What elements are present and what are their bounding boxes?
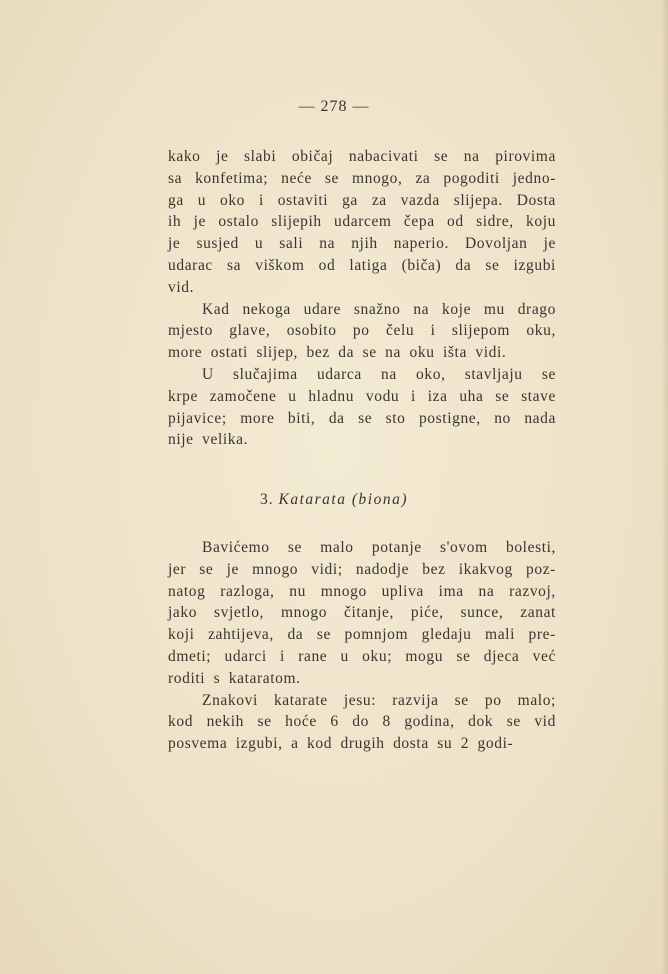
text-line: roditi s kataratom. <box>168 669 301 687</box>
text-line: Kad nekoga udare snažno na koje mu drago <box>202 300 556 318</box>
text-line: Znakovi katarate jesu: razvija se po malo; <box>202 691 556 709</box>
text-line: more ostati slijep, bez da se na oku išta vidi. <box>168 344 507 362</box>
text-line: U slučajima udarca na oko, stavljaju se <box>202 365 556 383</box>
text-line: udarac sa viškom od latiga (biča) da se izgubi <box>168 256 556 274</box>
text-line: posvema izgubi, a kod drugih dosta su 2 godi- <box>168 735 514 753</box>
section-number: 3. <box>260 491 274 508</box>
text-line: dmeti; udarci i rane u oku; mogu se djeca već <box>168 647 556 665</box>
section-heading <box>0 491 668 509</box>
text-line: kod nekih se hoće 6 do 8 godina, dok se vid <box>168 713 556 731</box>
text-line: kako je slabi običaj nabacivati se na pirovima <box>168 148 556 165</box>
text-line: ih je ostalo slijepih udarcem čepa od sidre, koju <box>168 213 556 231</box>
paragraph <box>168 146 556 299</box>
text-line: je susjed u sali na njih naperio. Dovoljan je <box>168 235 556 253</box>
section-title: Katarata (biona) <box>278 491 408 508</box>
paragraph <box>168 537 556 690</box>
paragraph <box>168 364 556 451</box>
text-block-top <box>168 146 556 451</box>
text-line: natog razloga, nu mnogo upliva ima na razvoj, <box>168 582 556 600</box>
text-block-bottom <box>168 537 556 755</box>
text-line: mjesto glave, osobito po čelu i slijepom oku, <box>168 322 556 340</box>
text-line: ga u oko i ostaviti ga za vazda slijepa. Dosta <box>168 191 556 209</box>
text-line: pijavice; more biti, da se sto postigne, no nada <box>168 409 556 427</box>
text-line: jer se je mnogo vidi; nadodje bez ikakvog poz- <box>168 560 556 578</box>
page-number: — 278 — <box>298 98 370 115</box>
text-line: Bavićemo se malo potanje s'ovom bolesti, <box>202 539 556 556</box>
text-line: koji zahtijeva, da se pomnjom gledaju mali pre- <box>168 626 556 644</box>
text-line: krpe zamočene u hladnu vodu i iza uha se stave <box>168 387 556 405</box>
text-line: nije velika. <box>168 431 249 449</box>
paragraph <box>168 299 556 364</box>
text-line: vid. <box>168 278 195 296</box>
text-line: jako svjetlo, mnogo čitanje, piće, sunce, zanat <box>168 604 556 622</box>
paragraph <box>168 690 556 755</box>
page-edge-shadow <box>662 0 668 974</box>
text-line: sa konfetima; neće se mnogo, za pogoditi jedno- <box>168 169 556 187</box>
